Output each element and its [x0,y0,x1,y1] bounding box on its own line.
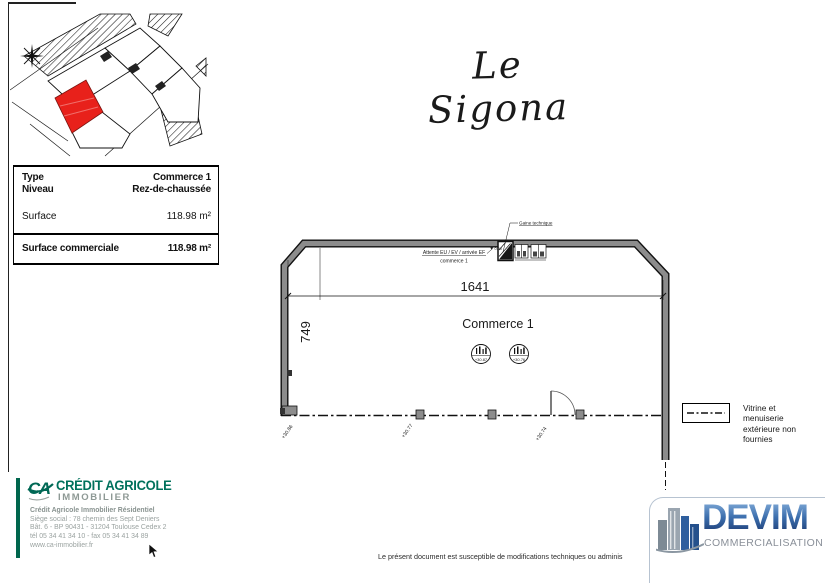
table-row-niveau [22,184,211,195]
type-label: Type [22,172,44,183]
mouse-cursor-icon [148,544,159,559]
door-swing-arc [551,391,575,415]
niveau-value: Rez-de-chaussée [132,184,211,195]
vitrine-left-post [280,408,285,414]
floor-level-middle: +30.77 [400,423,415,440]
footer-disclaimer: Le présent document est susceptible de modifications techniques ou adminis [378,552,623,561]
hatched-block [148,14,182,36]
project-title: Le Sigona [427,43,570,132]
level-nabla-icon [490,247,493,250]
level-marker-right [510,345,529,364]
ca-green-bar [16,478,20,558]
level-marker-right-value: +30.76 [512,357,526,362]
table-row-type [22,172,211,183]
gaine-technique-box [498,242,513,261]
vitrine-post [576,410,584,419]
ca-address-line2: Bât. 6 - BP 90431 - 31204 Toulouse Cedex 2 [30,524,167,532]
ca-brand-name: CRÉDIT AGRICOLE [56,478,172,493]
table-row-surface [22,211,211,222]
level-marker-left-value: +30.87 [474,357,488,362]
level-zero-label: 0.00 [494,247,502,251]
floor-level-left: +30.86 [280,424,295,441]
room-label: Commerce 1 [462,317,534,331]
surface-commerciale-value: 118.98 m² [167,243,211,254]
surface-value: 118.98 m² [166,211,211,222]
surface-label: Surface [22,211,57,222]
legend [682,403,815,445]
devim-buildings-icon [656,502,704,556]
floor-level-right: +30.74 [534,426,549,443]
ca-division-name: IMMOBILIER [58,492,131,503]
unit-info-table [13,165,219,265]
ca-monogram: CA [28,479,50,498]
dash-dot-line-icon [687,410,725,416]
credit-agricole-logo-icon [27,477,55,503]
ca-website: www.ca-immobilier.fr [30,541,94,549]
surface-commerciale-label: Surface commerciale [22,243,119,254]
table-separator [14,233,218,235]
niveau-label: Niveau [22,184,54,195]
page-border-top [8,2,76,4]
wall-fixture [287,370,292,376]
dim-width-label: 1641 [460,279,490,294]
level-marker-left [472,345,491,364]
floor-plan [270,210,700,500]
devim-logo-box [649,497,825,583]
devim-brand-name: DEVIM [702,498,808,537]
devim-subtitle: COMMERCIALISATION [704,537,824,549]
ca-address-line3: tél 05 34 41 34 10 - fax 05 34 41 34 89 [30,533,149,541]
site-plan-map [10,6,210,158]
attente-label: Attente EU / EV / arrivée EF [422,250,486,256]
page-border-left [8,2,9,472]
legend-text: Vitrine et menuiserie extérieure non fournies [743,403,797,445]
table-row-surface-commerciale [22,243,211,254]
dim-height-label: 749 [298,321,313,343]
gaine-label: Gaine technique [519,220,553,226]
ca-company: Crédit Agricole Immobilier Résidentiel [30,507,155,514]
vitrine-post [416,410,424,419]
attente-leader [487,250,491,254]
ca-address-line1: Siège social : 78 chemin des Sept Deniers [30,515,160,523]
attente-label-2: commerce 1 [440,258,468,265]
type-value: Commerce 1 [152,172,211,183]
vitrine-post [488,410,496,419]
ca-address-block [30,507,167,551]
legend-swatch [682,403,730,423]
